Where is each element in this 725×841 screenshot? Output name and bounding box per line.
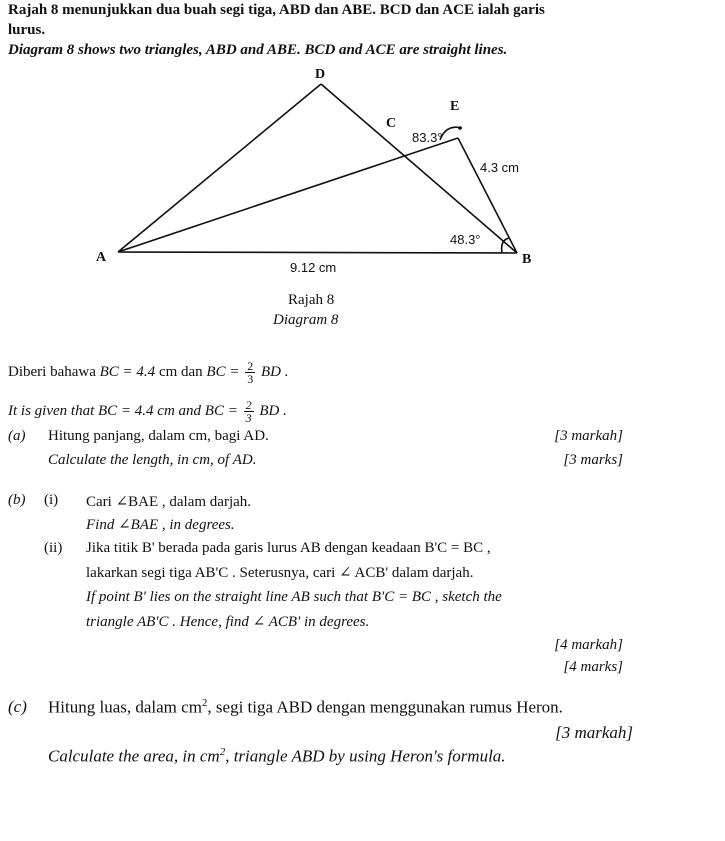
given-bm-unit: cm dan	[158, 363, 203, 380]
part-c-en-pre: Calculate the area, in cm	[48, 746, 220, 766]
given-bm	[8, 360, 288, 385]
intro-en-line: Diagram 8 shows two triangles, ABD and ABE. BCD and ACE are straight lines.	[8, 42, 508, 58]
part-a-en-marks: [3 marks]	[563, 452, 623, 468]
part-b-ii-bm-line1: Jika titik B' berada pada garis lurus AB dengan keadaan B'C = BC ,	[86, 540, 491, 556]
given-en	[8, 399, 287, 424]
given-en-frac-den: 3	[245, 411, 252, 425]
angle-b-label: 48.3°	[450, 232, 481, 247]
given-en-fraction	[244, 399, 254, 424]
given-en-unit: cm and	[157, 402, 202, 419]
vertex-c-label: C	[386, 116, 397, 131]
part-c-en-sup: 2	[219, 746, 226, 758]
given-bm-tail: BD .	[260, 363, 289, 380]
given-bm-fraction	[245, 360, 255, 385]
given-bm-eq2: BC =	[206, 363, 240, 380]
intro-bm-line1: Rajah 8 menunjukkan dua buah segi tiga, ABD dan ABE. BCD dan ACE ialah garis	[8, 2, 545, 18]
part-b-i-en: Find ∠BAE , in degrees.	[86, 517, 235, 533]
part-c-label: (c)	[8, 697, 27, 716]
given-bm-prefix: Diberi bahawa	[8, 363, 96, 380]
part-b-sub-ii: (ii)	[44, 540, 63, 556]
part-b-ii-bm-line2: lakarkan segi tiga AB'C . Seterusnya, cari ∠ ACB' dalam darjah.	[86, 565, 474, 581]
given-bm-frac-num: 2	[247, 359, 254, 373]
part-b-label: (b)	[8, 492, 26, 508]
caption-en: Diagram 8	[273, 312, 339, 328]
part-b-ii-en-line1: If point B' lies on the straight line AB such that B'C = BC , sketch the	[86, 589, 502, 605]
line-ab	[118, 252, 517, 253]
part-c-en-post: , triangle ABD by using Heron's formula.	[225, 746, 506, 766]
triangle-diagram	[0, 55, 725, 345]
given-bm-eq1: BC = 4.4	[99, 363, 156, 380]
intro-bm-line2: lurus.	[8, 22, 46, 38]
part-c-en-text	[48, 746, 506, 767]
length-ab-label: 9.12 cm	[290, 260, 337, 275]
part-a-bm-marks: [3 markah]	[554, 428, 623, 444]
given-en-tail: BD .	[259, 402, 287, 419]
angle-e-label: 83.3°	[412, 130, 443, 145]
part-b-sub-i: (i)	[44, 492, 59, 508]
part-b-en-marks: [4 marks]	[563, 659, 623, 675]
line-ad	[118, 84, 321, 252]
vertex-b-label: B	[522, 252, 532, 267]
part-c-bm-pre: Hitung luas, dalam cm	[48, 697, 202, 717]
given-en-prefix: It is given that	[8, 402, 95, 419]
part-c-bm-sup: 2	[201, 697, 208, 709]
part-c-bm-post: , segi tiga ABD dengan menggunakan rumus Heron.	[207, 697, 563, 717]
part-a-en-text: Calculate the length, in cm, of AD.	[48, 452, 257, 468]
part-b-ii-en-line2: triangle AB'C . Hence, find ∠ ACB' in degrees.	[86, 614, 370, 630]
caption-bm: Rajah 8	[288, 292, 335, 308]
line-ae	[118, 138, 458, 252]
part-b-i-bm: Cari ∠BAE , dalam darjah.	[86, 494, 252, 510]
given-en-frac-num: 2	[245, 398, 252, 412]
vertex-d-label: D	[315, 67, 326, 82]
part-c-bm-text	[48, 697, 563, 718]
part-b-bm-marks: [4 markah]	[554, 637, 623, 653]
part-a-label: (a)	[8, 428, 26, 444]
angle-e-dot	[458, 126, 462, 130]
given-en-eq1: BC = 4.4	[98, 402, 154, 419]
vertex-e-label: E	[450, 99, 460, 114]
length-eb-label: 4.3 cm	[480, 160, 520, 175]
part-c-bm-marks: [3 markah]	[555, 723, 633, 742]
vertex-a-label: A	[96, 250, 107, 265]
given-bm-frac-den: 3	[247, 372, 254, 386]
part-a-bm-text: Hitung panjang, dalam cm, bagi AD.	[48, 428, 269, 444]
given-en-eq2: BC =	[204, 402, 238, 419]
